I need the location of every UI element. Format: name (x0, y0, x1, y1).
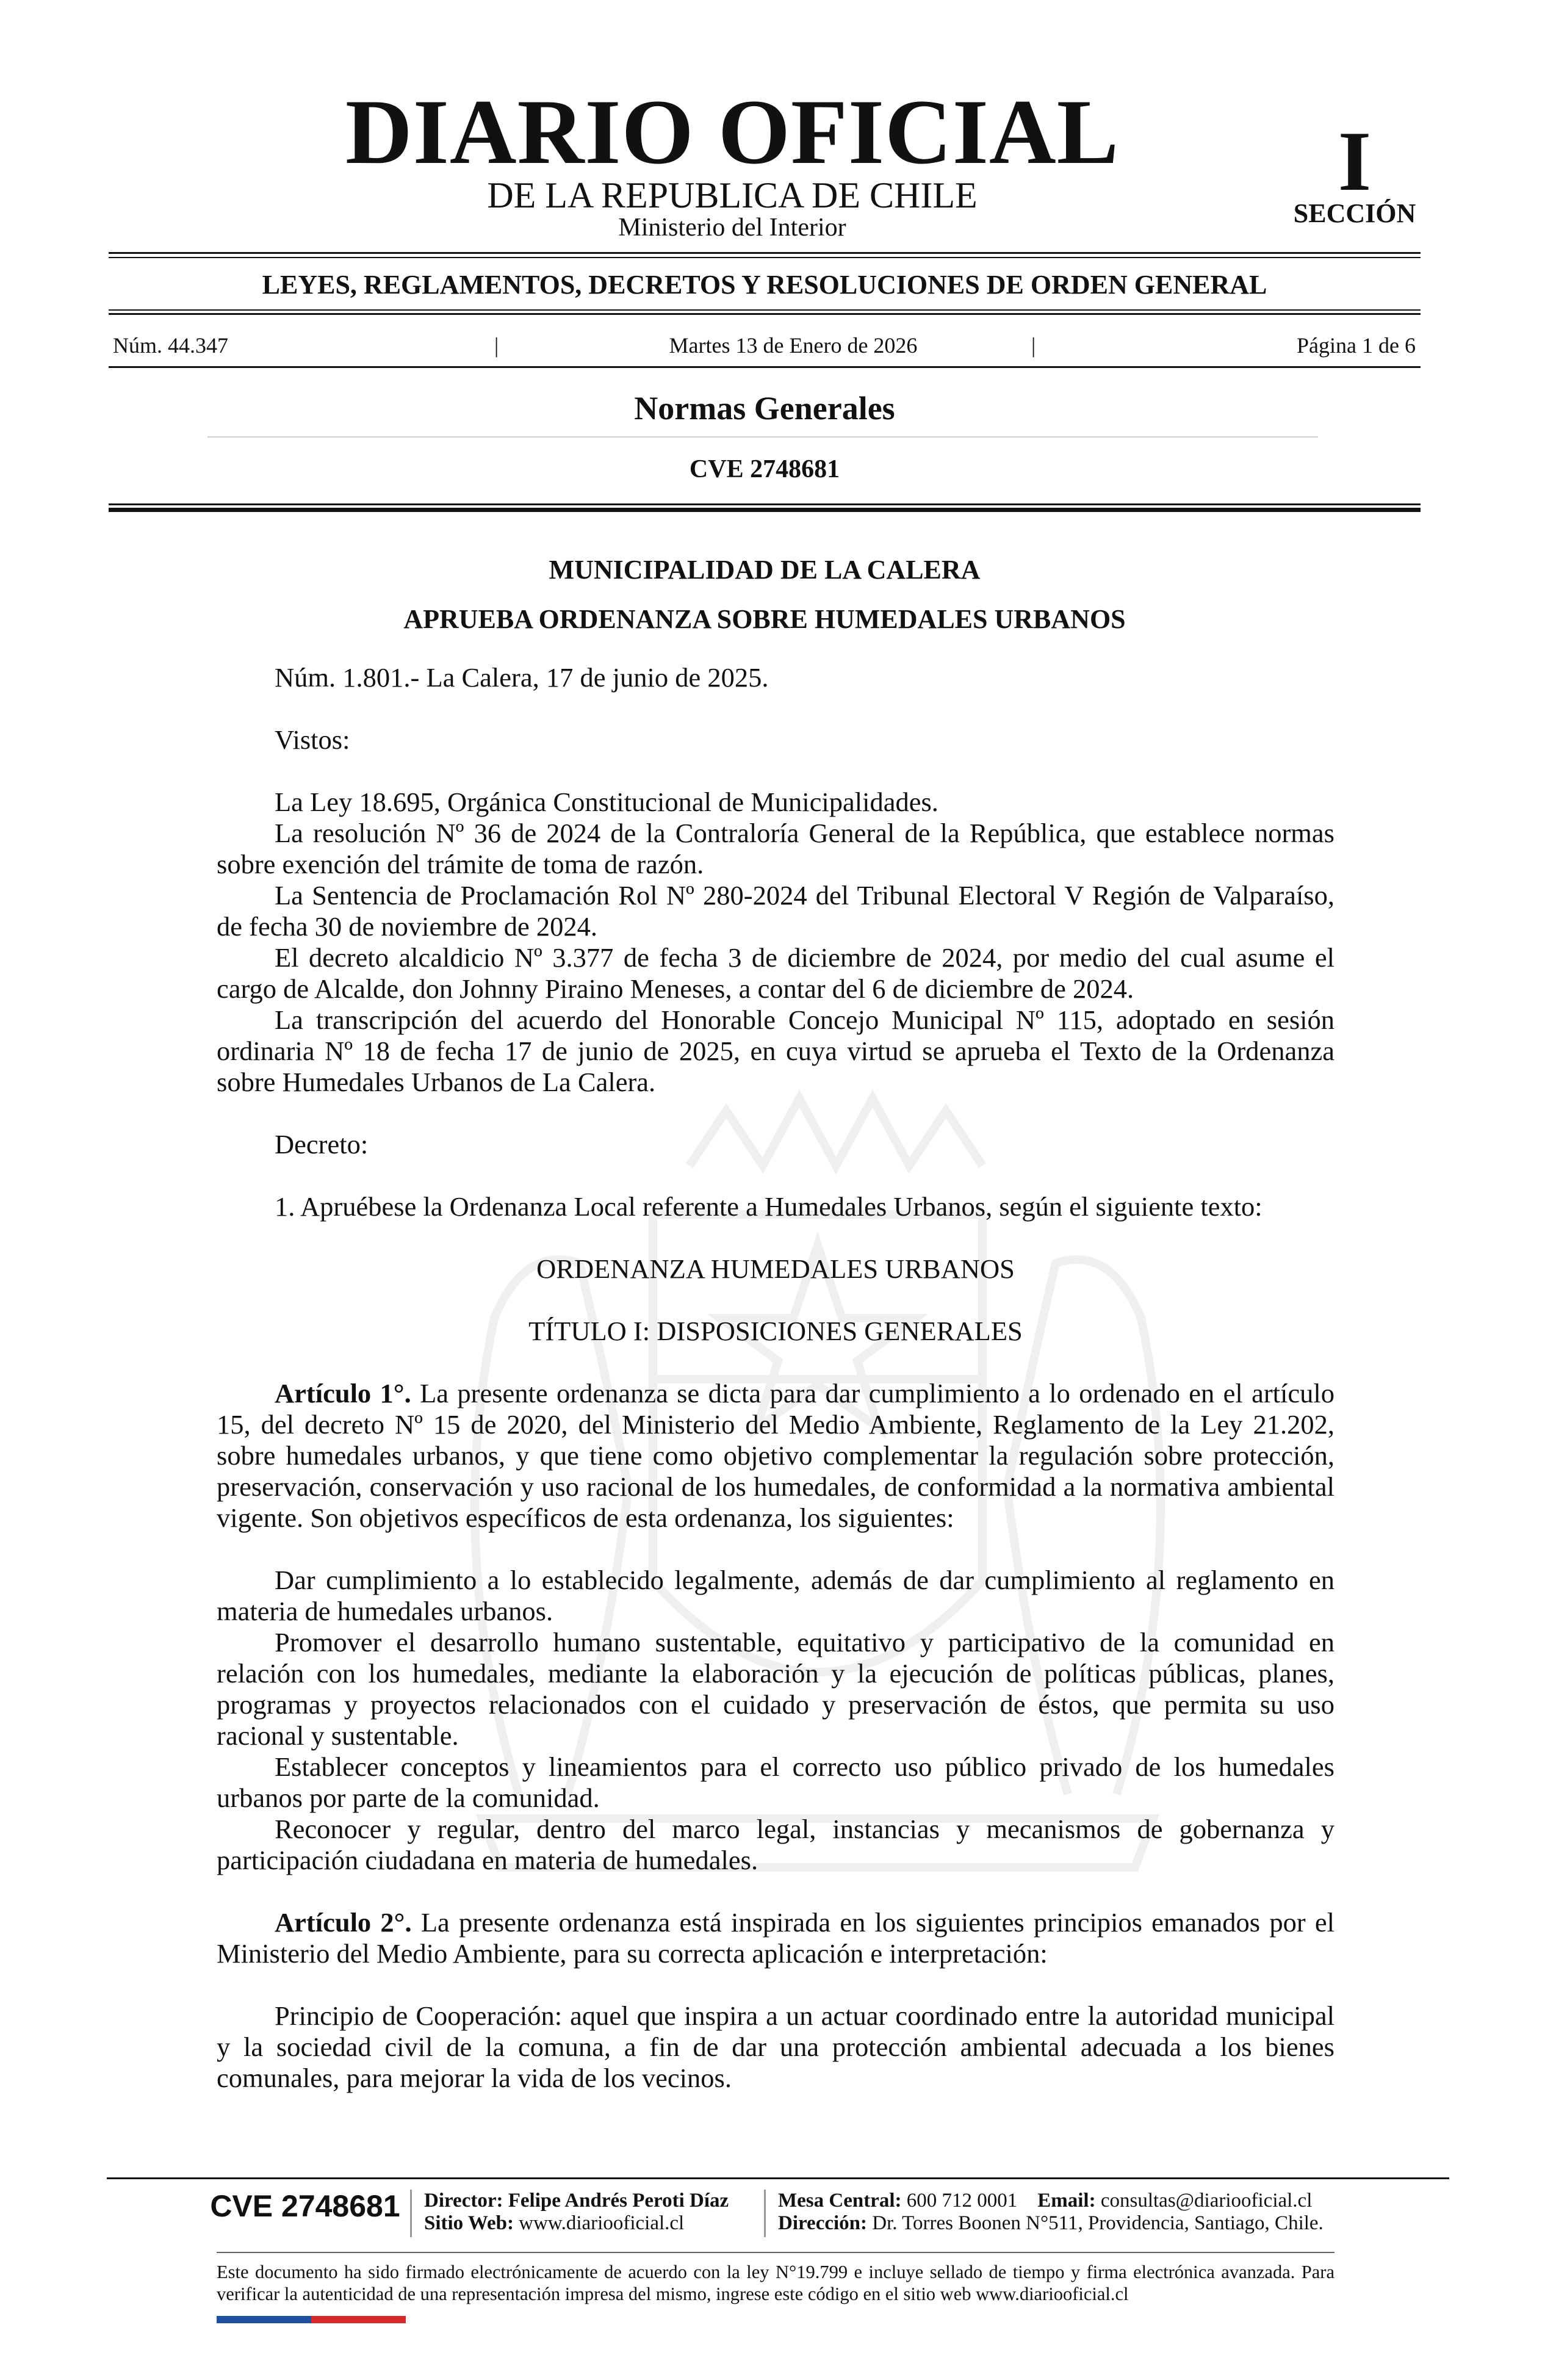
footer-rule (107, 2177, 1449, 2179)
cve-code: CVE 2748681 (689, 455, 840, 483)
article-2-text: La presente ordenanza está inspirada en los siguientes principios emanados por el Ministerio del Medio Ambiente, para su correcta aplicación e interpretación: (217, 1907, 1334, 1969)
director-label: Director: (424, 2190, 503, 2212)
issue-rule (109, 366, 1421, 368)
category-divider (207, 436, 1318, 438)
cve-rule-thick (109, 508, 1421, 512)
header-rule-band-thin (109, 309, 1421, 311)
objective-item: Promover el desarrollo humano sustentable, equitativo y participativo de la comunidad en relación con los humedales, mediante la elaboración y la ejecución de políticas públicas, planes, programas y proyectos relacionados con el cuidado y preservación de éstos, que permita su uso racional y sustentable. (217, 1627, 1334, 1751)
article-1-text: La presente ordenanza se dicta para dar cumplimiento a lo ordenado en el artículo 15, del decreto Nº 15 de 2020, del Ministerio del Medio Ambiente, Reglamento de la Ley 21.202, sobre humedales urbanos, y que tiene como objetivo complementar la regulación sobre protección, preservación, conservación y uso racional de los humedales, de conformidad a la normativa ambiental vigente. Son objetivos específicos de esta ordenanza, los siguientes: (217, 1378, 1334, 1533)
vistos-item: El decreto alcaldicio Nº 3.377 de fecha 3 de diciembre de 2024, por medio del cual asume el cargo de Alcalde, don Johnny Piraino Meneses, a contar del 6 de diciembre de 2024. (217, 942, 1334, 1004)
decree-line: Núm. 1.801.- La Calera, 17 de junio de 2025. (275, 662, 769, 693)
director-name: Felipe Andrés Peroti Díaz (508, 2190, 729, 2212)
flag-red-stripe (311, 2316, 406, 2323)
header-rule-top (109, 252, 1421, 254)
site-link[interactable]: www.diariooficial.cl (519, 2212, 685, 2234)
objective-item: Establecer conceptos y lineamientos para el correcto uso público privado de los humedales urbanos por parte de la comunidad. (217, 1751, 1334, 1813)
email-label: Email: (1037, 2190, 1096, 2212)
principle-item: Principio de Cooperación: aquel que inspira a un actuar coordinado entre la autoridad municipal y la sociedad civil de la comuna, a fin de dar una protección ambiental adecuada a los bienes comunales, para mejorar la vida de los vecinos. (217, 2000, 1334, 2093)
masthead-title: DIARIO OFICIAL (345, 81, 1120, 183)
mesa-phone: 600 712 0001 (906, 2190, 1018, 2212)
section-label: SECCIÓN (1293, 198, 1416, 228)
issue-date: Martes 13 de Enero de 2026 (669, 333, 918, 358)
vistos-label: Vistos: (275, 724, 350, 755)
section-numeral: I (1338, 114, 1372, 209)
vistos-item: La resolución Nº 36 de 2024 de la Contraloría General de la República, que establece normas sobre exención del trámite de toma de razón. (217, 818, 1334, 879)
footer-divider (764, 2190, 766, 2237)
article-2-label: Artículo 2°. (275, 1907, 412, 1938)
article-1-label: Artículo 1°. (275, 1378, 411, 1408)
title-heading: TÍTULO I: DISPOSICIONES GENERALES (528, 1316, 1023, 1346)
site-label: Sitio Web: (424, 2212, 514, 2234)
footer-thin-rule (217, 2252, 1334, 2253)
email-link[interactable]: consultas@diariooficial.cl (1100, 2190, 1313, 2212)
footer-director (424, 2190, 729, 2235)
ordinance-title: ORDENANZA HUMEDALES URBANOS (536, 1253, 1015, 1284)
objective-item: Reconocer y regular, dentro del marco legal, instancias y mecanismos de gobernanza y participación ciudadana en materia de humedales. (217, 1814, 1334, 1875)
issue-separator: | (494, 333, 499, 358)
decreto-item: 1. Apruébese la Ordenanza Local referente a Humedales Urbanos, según el siguiente texto: (275, 1191, 1262, 1222)
issue-separator: | (1031, 333, 1036, 358)
category-title: Normas Generales (634, 390, 895, 427)
issue-number: Núm. 44.347 (113, 333, 228, 358)
issue-page: Página 1 de 6 (1297, 333, 1416, 358)
cve-rule-top (109, 503, 1421, 505)
footer-note: Este documento ha sido firmado electrónicamente de acuerdo con la ley N°19.799 e incluye sellado de tiempo y firma electrónica avanzada. Para verificar la autenticidad de una representación impresa del mismo, ingrese este código en el sitio web www.diariooficial.cl (217, 2262, 1334, 2304)
vistos-item: La Sentencia de Proclamación Rol Nº 280-2024 del Tribunal Electoral V Región de Valparaíso, de fecha 30 de noviembre de 2024. (217, 880, 1334, 942)
masthead-ministry: Ministerio del Interior (618, 214, 846, 242)
vistos-item: La Ley 18.695, Orgánica Constitucional de Municipalidades. (275, 787, 938, 817)
vistos-item: La transcripción del acuerdo del Honorable Concejo Municipal Nº 115, adoptado en sesión ordinaria Nº 18 de fecha 17 de junio de 2025, en cuya virtud se aprueba el Texto de la Ordenanza sobre Humedales Urbanos de La Calera. (217, 1004, 1334, 1097)
footer-cve-code: CVE 2748681 (210, 2189, 400, 2223)
address-text: Dr. Torres Boonen N°511, Providencia, Santiago, Chile. (872, 2212, 1324, 2234)
flag-blue-stripe (217, 2316, 311, 2323)
document-subject: APRUEBA ORDENANZA SOBRE HUMEDALES URBANOS (403, 604, 1126, 634)
footer-contact (778, 2190, 1324, 2235)
objective-item: Dar cumplimiento a lo establecido legalmente, además de dar cumplimiento al reglamento en materia de humedales urbanos. (217, 1565, 1334, 1626)
masthead-subtitle: DE LA REPUBLICA DE CHILE (487, 175, 978, 215)
article-2 (217, 1907, 1334, 1969)
header-rule-top-thin (109, 257, 1421, 258)
mesa-label: Mesa Central: (778, 2190, 902, 2212)
footer-divider (410, 2190, 412, 2237)
header-rule-band (109, 313, 1421, 315)
address-label: Dirección: (778, 2212, 868, 2234)
document-body (217, 662, 1334, 2094)
article-1 (217, 1378, 1334, 1534)
issuing-entity: MUNICIPALIDAD DE LA CALERA (549, 555, 981, 585)
decreto-label: Decreto: (275, 1129, 369, 1159)
header-band: LEYES, REGLAMENTOS, DECRETOS Y RESOLUCIONES DE ORDEN GENERAL (262, 270, 1267, 300)
